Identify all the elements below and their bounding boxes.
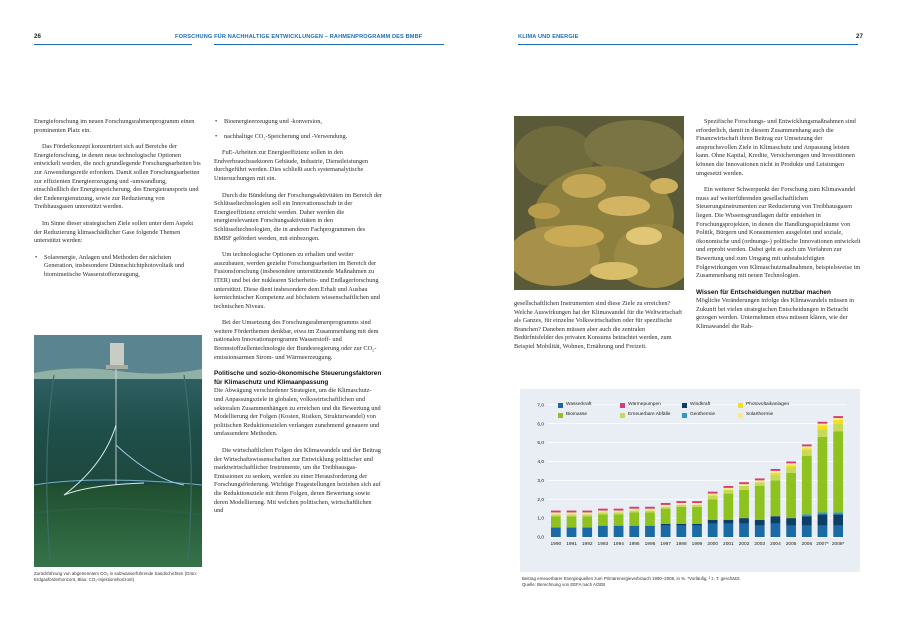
- bar-segment: [551, 512, 561, 514]
- bar-segment: [551, 511, 561, 513]
- bar-segment: [567, 512, 577, 514]
- bar-segment: [629, 511, 639, 513]
- list-item: • Solarenergie, Anlagen und Methoden der nächsten Generation, insbesondere Dünnschichtphotovoltaik und biomimetische Wasserstofferzeugung,: [44, 254, 202, 280]
- left-page-number: 26: [34, 33, 41, 40]
- bar-segment: [692, 524, 702, 526]
- left-running-title: FORSCHUNG FÜR NACHHALTIGE ENTWICKLUNGEN – RAHMENPROGRAMM DES BMBF: [175, 34, 423, 40]
- bar-segment: [818, 526, 828, 537]
- legend-label: Geothermie: [690, 412, 716, 417]
- bar-segment: [661, 507, 671, 509]
- bar-segment: [614, 511, 624, 513]
- bar-segment: [551, 516, 561, 527]
- paragraph: Um technologische Optionen zu erhalten und weiter auszubauen, werden gezielte Forschungsarbeiten im Bereich der Fusionsforschung (insbesondere unterstützende Maßnahmen zu ITER) und bei der nuklearen Sicherheits- und Endlagerforschung unterstützt. Diese dient insbesondere dem Erhalt und Ausbau kerntechnischer Kompetenz auf höchstem wissenschaftlichen und technischen Niveau.: [214, 251, 380, 310]
- y-tick-label: 1,0: [537, 516, 544, 522]
- y-tick-label: 2,0: [537, 497, 544, 503]
- bar-segment: [676, 524, 686, 526]
- legend-swatch: [682, 413, 687, 418]
- x-tick-label: 2008*: [831, 542, 845, 547]
- paragraph: gesellschaftlichen Instrumenten sind diese Ziele zu erreichen? Welche Auswirkungen hat der Klimawandel für die Weltwirtschaft als Ganzes, für einzelne Volkswirtschaften oder für spezifische Branchen? Daneben müssen aber auch die zentralen Bedürfnisfelder des privaten Konsums betrachtet werden, zum Beispiel Mobilität, Wohnen, Ernährung und Freizeit.: [514, 300, 682, 350]
- paragraph: Die Abwägung verschiedener Strategien, um die Klimaschutz- und Anpassungsziele in globalen, volkswirtschaftlichen und sektoralen Zusammenhängen zu erreichen und die Bewertung und Modellierung der Folgen (Kosten, Risiken, Strukturwandel) von politischen Reduktionszielen verlangen zunehmend genauere und umfassendere Methoden.: [214, 387, 381, 438]
- paragraph: Energieforschung im neuen Forschungsrahmenprogramm einen prominenten Platz ein.: [34, 118, 195, 134]
- list-item: • nachhaltige CO₂-Speicherung und -Verwendung.: [224, 133, 382, 142]
- legend-swatch: [738, 413, 743, 418]
- x-tick-label: 1997: [660, 542, 671, 547]
- right-running-title: KLIMA UND ENERGIE: [518, 34, 579, 40]
- y-tick-label: 5,0: [537, 441, 544, 447]
- bar-segment: [833, 424, 843, 432]
- bar-segment: [676, 505, 686, 507]
- bar-segment: [818, 422, 828, 424]
- bar-segment: [771, 480, 781, 516]
- y-tick-label: 3,0: [537, 478, 544, 484]
- column-4: [696, 118, 862, 340]
- x-tick-label: 1998: [675, 542, 687, 547]
- bar-segment: [598, 514, 608, 525]
- bar-segment: [661, 509, 671, 524]
- bar-segment: [724, 488, 734, 490]
- chart-caption: Beitrag erneuerbarer Energiequellen zum Primärenergieverbrauch 1990–2008, in %. *Vorläufig, ² z. T. geschätzt. Quelle: Berechnung von EEFA nach AGEB: [522, 576, 741, 587]
- x-tick-label: 1994: [613, 542, 624, 547]
- bar-segment: [598, 512, 608, 514]
- paragraph: FuE-Arbeiten zur Energieeffizienz sollen in den Endverbrauchssektoren Gebäude, Industrie, Dienstleistungen durchgeführt werden. Dies schließt auch systemanalytische Untersuchungen mit ein.: [214, 149, 369, 182]
- bar-segment: [661, 505, 671, 507]
- legend-label: Wärmepumpen: [628, 402, 661, 407]
- bar-segment: [645, 512, 655, 525]
- bar-segment: [629, 512, 639, 525]
- bar-segment: [802, 456, 812, 515]
- bar-segment: [598, 526, 608, 537]
- legend-label: Wasserkraft: [566, 402, 592, 407]
- bar-segment: [755, 526, 765, 537]
- bar-segment: [833, 418, 843, 420]
- bar-segment: [629, 507, 639, 509]
- bar-segment: [833, 416, 843, 418]
- x-tick-label: 2002: [738, 542, 750, 547]
- legend-swatch: [682, 403, 687, 408]
- bar-segment: [692, 526, 702, 537]
- bar-segment: [786, 463, 796, 465]
- bar-segment: [818, 437, 828, 513]
- bar-segment: [582, 514, 592, 516]
- bar-segment: [661, 526, 671, 537]
- x-tick-label: 2005: [785, 542, 797, 547]
- bar-segment: [739, 524, 749, 537]
- legend-swatch: [558, 403, 563, 408]
- right-page-number: 27: [856, 33, 863, 40]
- bar-segment: [724, 494, 734, 520]
- bullet-list: [34, 254, 202, 280]
- header-rule-left-b: [214, 44, 444, 45]
- bar-segment: [755, 486, 765, 520]
- x-tick-label: 1995: [628, 542, 640, 547]
- y-tick-label: 6,0: [537, 422, 544, 428]
- bar-segment: [771, 475, 781, 481]
- legend-swatch: [558, 413, 563, 418]
- bar-segment: [833, 420, 843, 424]
- bar-segment: [661, 503, 671, 505]
- bar-segment: [692, 505, 702, 507]
- bar-segment: [676, 526, 686, 537]
- bar-segment: [786, 461, 796, 463]
- bar-segment: [676, 501, 686, 503]
- co2-storage-illustration: [34, 335, 202, 567]
- bar-segment: [833, 514, 843, 525]
- bar-segment: [708, 499, 718, 520]
- list-item: • Bioenergieerzeugung und -konversion,: [224, 118, 382, 127]
- x-tick-label: 1991: [566, 542, 577, 547]
- bar-segment: [614, 509, 624, 511]
- bar-segment: [833, 512, 843, 514]
- bar-segment: [661, 524, 671, 526]
- x-tick-label: 1990: [550, 542, 562, 547]
- paragraph: Ein weiterer Schwerpunkt der Forschung zum Klimawandel muss auf weiterführenden gesellschaftlichen Steuerungsinstrumenten zur Reduzierung von Treibhausgasen liegen. Die Wissensgrundlagen dafür entstehen in Forschungsprojekten, in denen die Handlungsspielräume von Politik, Bürgern und Konsumenten ausgelotet und soziale, ökonomische und (ordnungs-) politische Innovationen entwickelt und erprobt werden. Dabei geht es auch um Verfahren zur Bewertung und zum Umgang mit unbeabsichtigten Folgewirkungen von Klimaschutzmaßnahmen, beispielsweise im Zusammenhang mit neuen Technologien.: [696, 186, 861, 280]
- bar-segment: [629, 509, 639, 511]
- bar-segment: [771, 469, 781, 471]
- bar-segment: [739, 482, 749, 484]
- x-tick-label: 2006: [801, 542, 813, 547]
- bar-segment: [598, 511, 608, 513]
- x-tick-label: 1992: [581, 542, 593, 547]
- x-tick-label: 1993: [597, 542, 609, 547]
- bar-segment: [724, 524, 734, 537]
- bar-segment: [802, 444, 812, 446]
- bar-segment: [802, 446, 812, 448]
- bar-segment: [818, 514, 828, 525]
- bar-segment: [818, 429, 828, 437]
- header-rule-right: [518, 44, 858, 45]
- bar-segment: [739, 518, 749, 524]
- bar-segment: [692, 507, 702, 524]
- bar-segment: [818, 424, 828, 426]
- x-tick-label: 1996: [644, 542, 656, 547]
- y-tick-label: 0,0: [537, 535, 544, 541]
- bar-segment: [582, 528, 592, 537]
- bar-segment: [833, 431, 843, 512]
- legend-label: Solarthermie: [746, 412, 774, 417]
- paragraph: Die wirtschaftlichen Folgen des Klimawandels und der Beitrag der Wirtschaftswissenschaften zur Entwicklung politischer und marktwirtschaftlicher Instrumente, um die Treibhausgas-Emissionen zu senken, werden zu einer Herausforderung der Forschungsförderung. Wichtige Fragestellungen beziehen sich auf die Reduktionsziele mit ihren Folgen, deren Bewertung sowie deren Modellierung. Mit welchen politischen, wirtschaftlichen und: [214, 447, 381, 515]
- bar-segment: [692, 501, 702, 503]
- x-tick-label: 2001: [723, 542, 734, 547]
- paragraph: Das Förderkonzept konzentriert sich auf Bereiche der Energieforschung, in denen neue technologische Optionen entwickelt werden, die noch grundlegende Forschungsarbeiten bis zur Anwendungsreife erfordern. Damit sollen Forschungsarbeiten zur effizienten Energieerzeugung und -umwandlung, einschließlich der Energiespeicherung, des Energietransports und der Endenergienutzung, sowie zur Reduzierung von Treibhausgasen unterstützt werden.: [34, 143, 201, 211]
- bar-segment: [755, 478, 765, 480]
- bar-segment: [739, 484, 749, 486]
- bullet-list: [214, 118, 382, 141]
- bar-segment: [614, 514, 624, 525]
- header-rule-left-a: [34, 44, 192, 45]
- x-tick-label: 2000: [707, 542, 719, 547]
- bar-segment: [614, 526, 624, 537]
- legend-label: Windkraft: [690, 402, 711, 407]
- paragraph: Spezifische Forschungs- und Entwicklungsmaßnahmen sind erforderlich, damit in diesem Zusammenhang auch die Finanzwirtschaft ihren Beitrag zur Umsetzung der anspruchsvollen Ziele in Klimaschutz und Anpassung leisten kann. Ohne Kapital, Kredite, Versicherungen und Investitionen können die Innovationen nicht in Produkte und Leistungen umgesetzt werden.: [696, 118, 856, 177]
- legend-swatch: [620, 413, 625, 418]
- bar-segment: [598, 509, 608, 511]
- bar-segment: [692, 503, 702, 505]
- bar-segment: [739, 490, 749, 518]
- bar-segment: [645, 511, 655, 513]
- column-2: [214, 118, 382, 524]
- y-tick-label: 4,0: [537, 460, 544, 466]
- bar-segment: [755, 480, 765, 482]
- bar-segment: [645, 526, 655, 537]
- bar-segment: [802, 516, 812, 525]
- bar-segment: [708, 492, 718, 494]
- bar-segment: [755, 482, 765, 486]
- section-heading: Wissen für Entscheidungen nutzbar machen: [696, 288, 831, 296]
- seaweed-photo: [514, 116, 684, 290]
- bar-segment: [708, 494, 718, 496]
- bar-segment: [771, 471, 781, 473]
- legend-label: Photovoltaikanlagen: [746, 402, 790, 407]
- bar-segment: [802, 526, 812, 537]
- bar-segment: [645, 509, 655, 511]
- bar-segment: [567, 528, 577, 537]
- x-tick-label: 2004: [770, 542, 781, 547]
- paragraph: Im Sinne dieser strategischen Ziele sollen unter dem Aspekt der Reduzierung klimaschädlicher Gase folgende Themen unterstützt werden:: [34, 219, 194, 245]
- column-1: [34, 118, 202, 288]
- bar-segment: [724, 486, 734, 488]
- bar-segment: [739, 486, 749, 490]
- bar-segment: [567, 516, 577, 527]
- bar-segment: [786, 526, 796, 537]
- bar-segment: [645, 507, 655, 509]
- bar-segment: [786, 473, 796, 518]
- bar-segment: [582, 512, 592, 514]
- bar-segment: [708, 495, 718, 499]
- bar-segment: [833, 526, 843, 537]
- bar-segment: [676, 507, 686, 524]
- paragraph: Bei der Umsetzung des Forschungsrahmenprogramms sind weitere Förderthemen denkbar, etwa im Zusammenhang mit dem nationalen Innovationsprogramm Wasserstoff- und Brennstoffzellentechnologie der Bundesregierung oder zur CO₂-emissionsarmen Strom- und Wärmeerzeugung.: [214, 319, 379, 361]
- x-tick-label: 1999: [691, 542, 703, 547]
- x-tick-label: 2003: [754, 542, 766, 547]
- bar-segment: [802, 514, 812, 516]
- bar-segment: [724, 520, 734, 524]
- column-3: [514, 300, 684, 360]
- bar-segment: [771, 473, 781, 475]
- bar-segment: [724, 490, 734, 494]
- legend-label: Erneuerbare Abfälle: [628, 412, 671, 417]
- bar-segment: [771, 524, 781, 537]
- renewables-chart: [520, 389, 860, 572]
- bar-segment: [786, 465, 796, 467]
- bar-segment: [786, 467, 796, 473]
- bar-segment: [567, 511, 577, 513]
- bar-segment: [629, 526, 639, 537]
- legend-swatch: [738, 403, 743, 408]
- bar-segment: [582, 516, 592, 527]
- bar-segment: [771, 516, 781, 524]
- bar-segment: [582, 511, 592, 513]
- bar-segment: [708, 524, 718, 537]
- bar-segment: [708, 520, 718, 524]
- bar-segment: [802, 450, 812, 456]
- legend-label: Biomasse: [566, 412, 588, 417]
- bar-segment: [802, 448, 812, 450]
- bar-segment: [786, 518, 796, 526]
- y-tick-label: 7,0: [537, 403, 544, 409]
- bar-segment: [818, 426, 828, 430]
- bar-segment: [755, 520, 765, 526]
- page-header: [0, 0, 900, 46]
- bar-segment: [567, 514, 577, 516]
- bar-segment: [614, 512, 624, 514]
- paragraph: Mögliche Veränderungen infolge des Klimawandels müssen in Zukunft bei vielen strategischen Entscheidungen in Betracht gezogen werden. Unternehmen etwa müssen klären, wie der Klimawandel die Rah-: [696, 297, 854, 331]
- legend-swatch: [620, 403, 625, 408]
- section-heading: Politische und sozio-ökonomische Steuerungsfaktoren für Klimaschutz und Klimaanpassung: [214, 370, 382, 386]
- bar-segment: [551, 514, 561, 516]
- photo-caption: Zurückführung von abgetrenntem CO₂ in salzwasserführende Sandschichten (Grün: Erdgasförderhorizont, Blau: CO₂-Injektionshorizont): [34, 571, 198, 582]
- x-tick-label: 2007*: [816, 542, 829, 547]
- bar-segment: [551, 528, 561, 537]
- bar-segment: [676, 503, 686, 505]
- bar-segment: [818, 512, 828, 514]
- paragraph: Durch die Bündelung der Forschungsaktivitäten im Bereich der Schlüsseltechnologien soll ein Innovationsschub in der Energieeffizienz erreicht werden. Daher werden die energierelevanten Forschungsaktivitäten in den Schlüsseltechnologien, die in anderen Fachprogrammen des BMBF gefördert werden, mit einbezogen.: [214, 191, 383, 242]
